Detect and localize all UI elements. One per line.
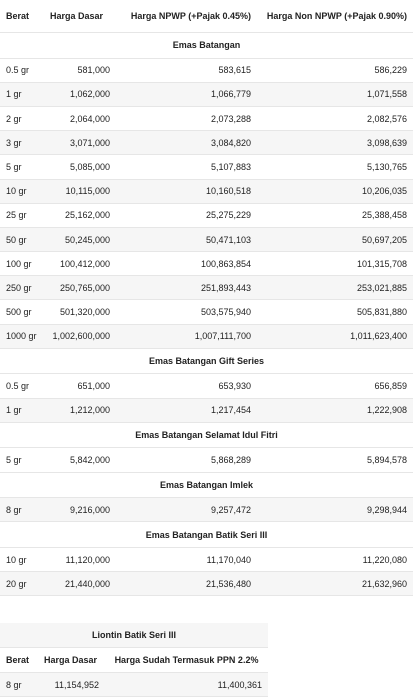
column-header-berat: Berat <box>0 0 44 33</box>
cell-harga-non-npwp: 5,894,578 <box>257 448 413 472</box>
cell-harga-non-npwp: 656,859 <box>257 374 413 398</box>
cell-harga-non-npwp: 586,229 <box>257 58 413 82</box>
cell-harga-non-npwp: 11,220,080 <box>257 547 413 571</box>
cell-harga-non-npwp: 2,082,576 <box>257 106 413 130</box>
cell-harga-npwp: 21,536,480 <box>116 572 257 596</box>
table-row <box>0 448 413 472</box>
cell-harga-non-npwp: 25,388,458 <box>257 203 413 227</box>
cell-harga-dasar: 581,000 <box>44 58 116 82</box>
cell-harga-npwp: 25,275,229 <box>116 203 257 227</box>
cell-harga-npwp: 11,170,040 <box>116 547 257 571</box>
cell-harga-non-npwp: 1,222,908 <box>257 398 413 422</box>
section-title-row <box>0 522 413 548</box>
cell-harga-non-npwp: 1,011,623,400 <box>257 324 413 348</box>
cell-harga-npwp: 10,160,518 <box>116 179 257 203</box>
cell-harga-non-npwp: 10,206,035 <box>257 179 413 203</box>
cell-harga-npwp: 9,257,472 <box>116 498 257 522</box>
table-row <box>0 398 413 422</box>
table-row <box>0 131 413 155</box>
cell-berat: 5 gr <box>0 448 44 472</box>
cell-harga-dasar: 3,071,000 <box>44 131 116 155</box>
cell-berat: 500 gr <box>0 300 44 324</box>
table-row <box>0 324 413 348</box>
cell-berat: 100 gr <box>0 252 44 276</box>
liontin-header-row <box>0 648 268 673</box>
cell-harga-npwp: 1,217,454 <box>116 398 257 422</box>
cell-harga-npwp: 5,868,289 <box>116 448 257 472</box>
cell-berat: 1 gr <box>0 398 44 422</box>
cell-harga-non-npwp: 1,071,558 <box>257 82 413 106</box>
cell-harga-dasar: 651,000 <box>44 374 116 398</box>
table-row <box>0 374 413 398</box>
cell-berat: 0.5 gr <box>0 374 44 398</box>
column-header-harga-npwp: Harga NPWP (+Pajak 0.45%) <box>116 0 257 33</box>
cell-harga-npwp: 2,073,288 <box>116 106 257 130</box>
cell-harga-npwp: 503,575,940 <box>116 300 257 324</box>
table-row <box>0 276 413 300</box>
cell-harga-dasar: 50,245,000 <box>44 227 116 251</box>
section-title: Emas Batangan Selamat Idul Fitri <box>0 422 413 448</box>
cell-harga-dasar: 100,412,000 <box>44 252 116 276</box>
cell-harga-npwp: 583,615 <box>116 58 257 82</box>
table-row <box>0 106 413 130</box>
cell-harga-dasar: 2,064,000 <box>44 106 116 130</box>
cell-harga-npwp: 50,471,103 <box>116 227 257 251</box>
cell-berat: 0.5 gr <box>0 58 44 82</box>
cell-berat: 1 gr <box>0 82 44 106</box>
cell-harga-npwp: 1,007,111,700 <box>116 324 257 348</box>
section-title: Emas Batangan Gift Series <box>0 348 413 374</box>
section-title: Emas Batangan <box>0 33 413 59</box>
cell-harga-dasar: 1,212,000 <box>44 398 116 422</box>
cell-berat: 50 gr <box>0 227 44 251</box>
cell-berat: 20 gr <box>0 572 44 596</box>
liontin-column-header-berat: Berat <box>0 648 38 673</box>
cell-harga-dasar: 5,085,000 <box>44 155 116 179</box>
liontin-column-header-harga-dasar: Harga Dasar <box>38 648 105 673</box>
cell-harga-dasar: 5,842,000 <box>44 448 116 472</box>
table-row <box>0 547 413 571</box>
cell-harga-dasar: 501,320,000 <box>44 300 116 324</box>
section-title-row <box>0 33 413 59</box>
table-row <box>0 58 413 82</box>
table-row <box>0 498 413 522</box>
cell-berat: 1000 gr <box>0 324 44 348</box>
cell-harga-npwp: 5,107,883 <box>116 155 257 179</box>
cell-harga-dasar: 9,216,000 <box>44 498 116 522</box>
cell-harga-non-npwp: 101,315,708 <box>257 252 413 276</box>
section-title: Emas Batangan Imlek <box>0 472 413 498</box>
liontin-price-table <box>0 623 268 697</box>
cell-berat: 10 gr <box>0 547 44 571</box>
cell-harga-npwp: 653,930 <box>116 374 257 398</box>
liontin-section-title: Liontin Batik Seri III <box>0 623 268 648</box>
table-row <box>0 673 268 697</box>
cell-berat: 3 gr <box>0 131 44 155</box>
cell-berat: 2 gr <box>0 106 44 130</box>
cell-berat: 8 gr <box>0 673 38 697</box>
cell-berat: 10 gr <box>0 179 44 203</box>
liontin-title-row <box>0 623 268 648</box>
cell-berat: 250 gr <box>0 276 44 300</box>
cell-berat: 8 gr <box>0 498 44 522</box>
cell-harga-dasar: 11,154,952 <box>38 673 105 697</box>
cell-harga-dasar: 10,115,000 <box>44 179 116 203</box>
cell-harga-non-npwp: 50,697,205 <box>257 227 413 251</box>
cell-harga-dasar: 11,120,000 <box>44 547 116 571</box>
gold-price-table-body <box>0 33 413 596</box>
cell-harga-dasar: 1,002,600,000 <box>44 324 116 348</box>
cell-harga-non-npwp: 253,021,885 <box>257 276 413 300</box>
cell-harga-dasar: 25,162,000 <box>44 203 116 227</box>
table-row <box>0 203 413 227</box>
section-title-row <box>0 348 413 374</box>
table-header-row <box>0 0 413 33</box>
cell-harga-non-npwp: 5,130,765 <box>257 155 413 179</box>
cell-harga-npwp: 100,863,854 <box>116 252 257 276</box>
table-row <box>0 572 413 596</box>
table-row <box>0 252 413 276</box>
cell-harga-npwp: 251,893,443 <box>116 276 257 300</box>
section-title: Emas Batangan Batik Seri III <box>0 522 413 548</box>
cell-harga-dasar: 250,765,000 <box>44 276 116 300</box>
cell-berat: 5 gr <box>0 155 44 179</box>
cell-harga-npwp: 1,066,779 <box>116 82 257 106</box>
table-row <box>0 227 413 251</box>
column-header-harga-dasar: Harga Dasar <box>44 0 116 33</box>
table-row <box>0 155 413 179</box>
table-row <box>0 179 413 203</box>
cell-harga-non-npwp: 3,098,639 <box>257 131 413 155</box>
table-row <box>0 300 413 324</box>
column-header-harga-non-npwp: Harga Non NPWP (+Pajak 0.90%) <box>257 0 413 33</box>
cell-harga-dasar: 21,440,000 <box>44 572 116 596</box>
cell-harga-non-npwp: 9,298,944 <box>257 498 413 522</box>
cell-harga-ppn: 11,400,361 <box>105 673 268 697</box>
cell-harga-dasar: 1,062,000 <box>44 82 116 106</box>
section-title-row <box>0 472 413 498</box>
section-title-row <box>0 422 413 448</box>
cell-harga-non-npwp: 21,632,960 <box>257 572 413 596</box>
table-row <box>0 82 413 106</box>
cell-harga-non-npwp: 505,831,880 <box>257 300 413 324</box>
cell-harga-npwp: 3,084,820 <box>116 131 257 155</box>
cell-berat: 25 gr <box>0 203 44 227</box>
liontin-column-header-harga-ppn: Harga Sudah Termasuk PPN 2.2% <box>105 648 268 673</box>
